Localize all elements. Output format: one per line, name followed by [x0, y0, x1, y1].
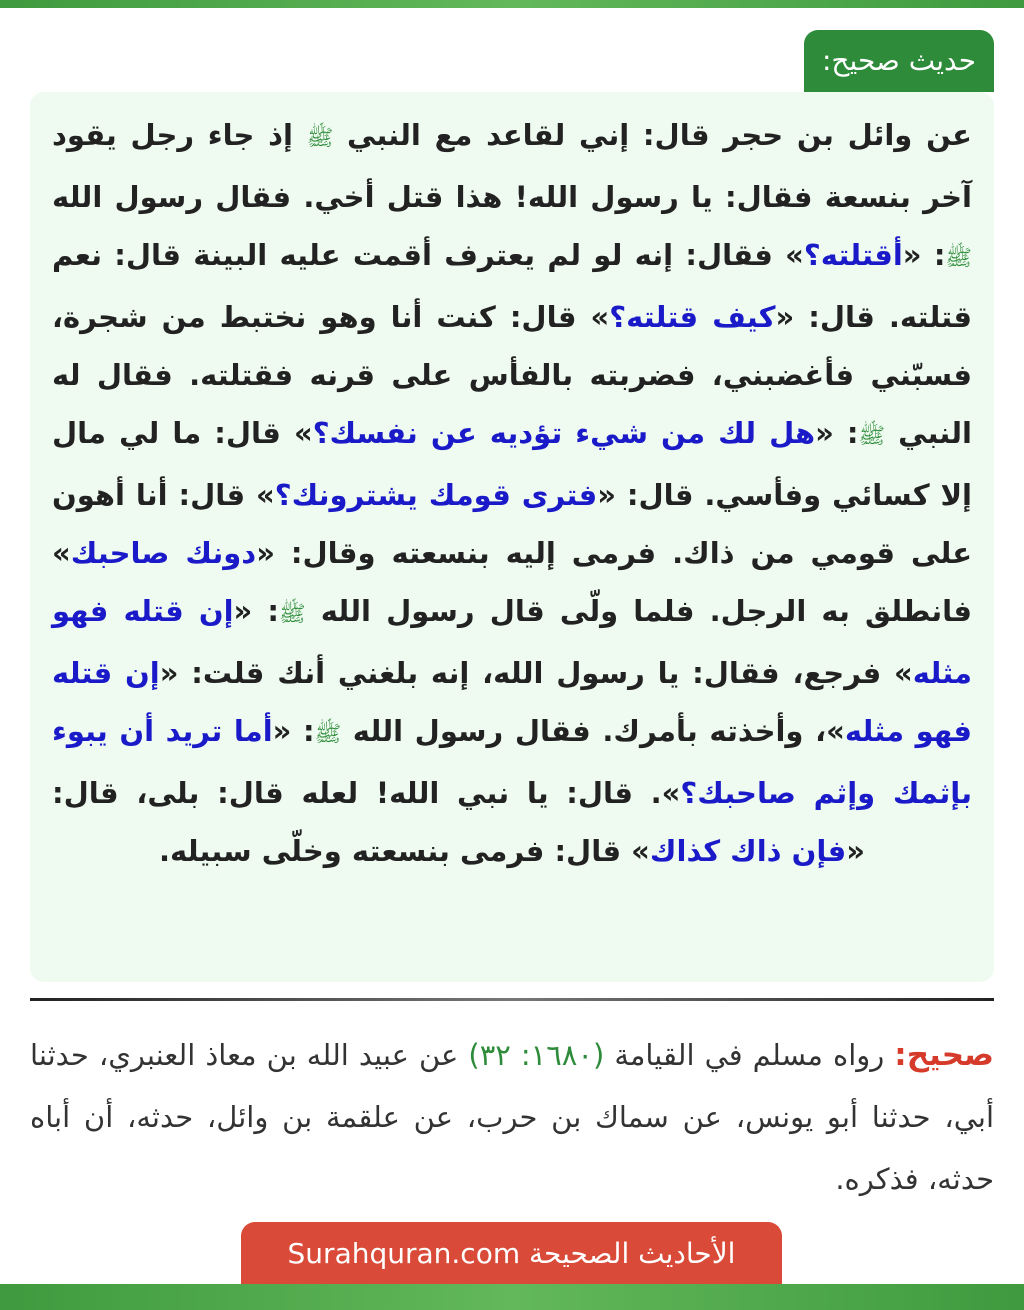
salla-glyph: ﷺ	[858, 424, 886, 449]
hadith-box	[30, 92, 994, 982]
grading-text: رواه مسلم في القيامة	[604, 1038, 895, 1072]
bottom-accent-bar	[0, 1284, 1024, 1310]
grading-paragraph	[30, 1024, 994, 1210]
hadith-text-segment: » قال: ما لي مال إلا كسائي وفأسي. قال: «	[52, 416, 972, 512]
hadith-text-segment: » قال: كنت أنا وهو نختبط من شجرة، فسبّني فأغضبني، فضربته بالفأس على قرنه فقتلته. فقال له النبي	[52, 300, 972, 450]
prophet-quote: أما تريد أن يبوء بإثمك وإثم صاحبك؟	[52, 714, 972, 810]
salla-glyph: ﷺ	[278, 602, 306, 627]
hadith-text-segment: : «	[902, 238, 946, 272]
salla-glyph: ﷺ	[314, 722, 342, 747]
prophet-quote: فترى قومك يشترونك؟	[274, 478, 598, 512]
hadith-text-segment: إذ جاء رجل يقود آخر بنسعة فقال: يا رسول الله! هذا قتل أخي. فقال رسول الله	[52, 118, 972, 214]
grading-text: عن عبيد الله بن معاذ العنبري، حدثنا أبي، حدثنا أبو يونس، عن سماك بن حرب، عن علقمة بن وائل، حدثه، أن أباه حدثه، فذكره.	[30, 1038, 994, 1196]
salla-glyph: ﷺ	[306, 126, 334, 151]
prophet-quote: كيف قتلته؟	[609, 300, 776, 334]
hadith-text-segment: »، وأخذته بأمرك. فقال رسول الله	[341, 714, 845, 748]
hadith-text-segment: » فانطلق به الرجل. فلما ولّى قال رسول الله	[52, 536, 972, 628]
prophet-quote: أقتلته؟	[803, 238, 903, 272]
hadith-text-segment: » فرجع، فقال: يا رسول الله، إنه بلغني أنك قلت: «	[159, 656, 913, 690]
section-divider	[30, 998, 994, 1001]
hadith-text-segment: ». قال: يا نبي الله! لعله قال: بلى، قال: «	[52, 776, 866, 868]
hadith-text-segment: : «	[233, 594, 279, 628]
hadith-text-segment: : «	[272, 714, 315, 748]
hadith-text-segment: » فقال: إنه لو لم يعترف أقمت عليه البينة قال: نعم قتلته. قال: «	[52, 238, 973, 334]
prophet-quote: فإن ذاك كذاك	[649, 834, 847, 868]
hadith-text	[52, 106, 972, 880]
hadith-text-segment: » قال: فرمى بنسعته وخلّى سبيله.	[158, 834, 650, 868]
prophet-quote: دونك صاحبك	[70, 536, 257, 570]
site-badge[interactable]: Surahquran.com الأحاديث الصحيحة	[241, 1222, 782, 1284]
salla-glyph: ﷺ	[945, 246, 972, 271]
hadith-status-tag: حديث صحيح:	[804, 30, 994, 92]
top-accent-bar	[0, 0, 1024, 8]
grading-label: صحيح:	[894, 1037, 994, 1073]
prophet-quote: هل لك من شيء تؤديه عن نفسك؟	[312, 416, 816, 450]
prophet-quote: إن قتله فهو مثله	[52, 594, 972, 690]
hadith-text-segment: عن وائل بن حجر قال: إني لقاعد مع النبي	[333, 118, 972, 152]
grading-reference: (١٦٨٠: ٣٢)	[468, 1038, 605, 1072]
hadith-text-segment: » قال: أنا أهون على قومي من ذاك. فرمى إليه بنسعته وقال: «	[52, 478, 972, 570]
hadith-text-segment: : «	[815, 416, 859, 450]
prophet-quote: إن قتله فهو مثله	[52, 656, 972, 748]
